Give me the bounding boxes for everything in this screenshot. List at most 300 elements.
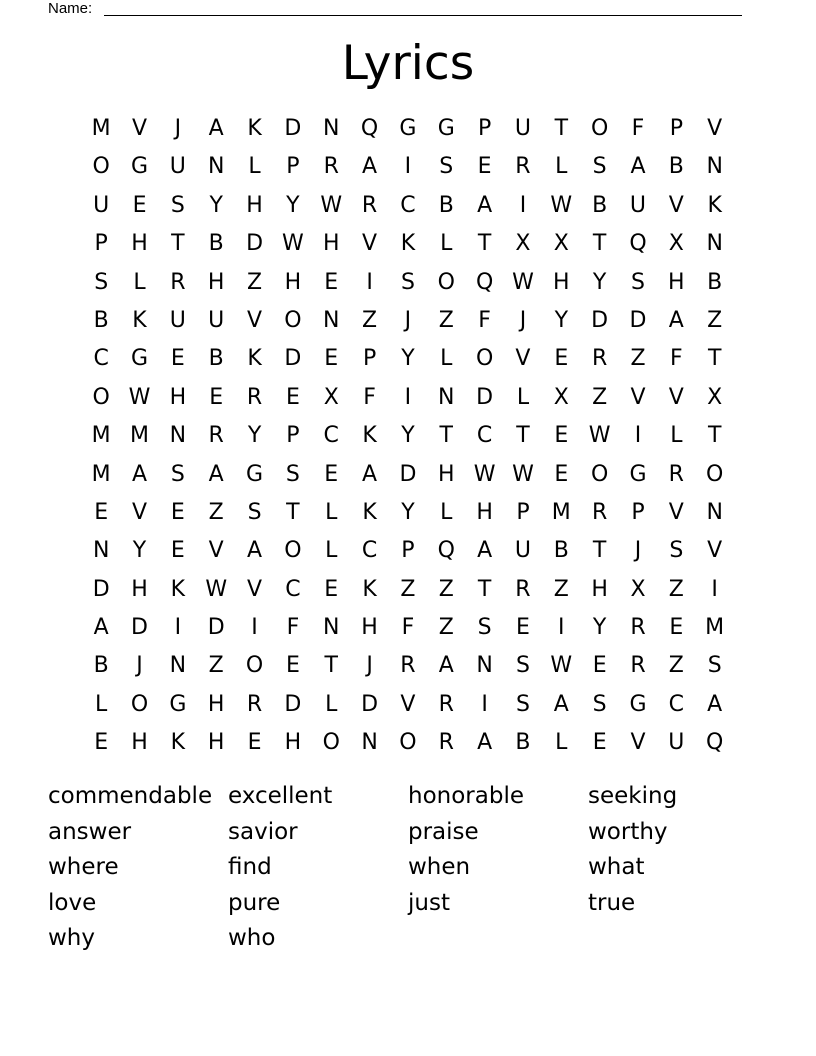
grid-letter: H [246, 192, 263, 218]
grid-letter: C [93, 346, 109, 372]
grid-letter: L [325, 691, 338, 717]
grid-letter: R [668, 461, 684, 487]
grid-letter: O [475, 346, 494, 372]
grid-letter: H [591, 576, 608, 602]
grid-letter: Y [592, 269, 607, 295]
grid-letter: D [246, 231, 264, 257]
page-title: Lyrics [341, 36, 475, 91]
word-bank-item: honorable [408, 783, 524, 809]
grid-letter: R [591, 346, 608, 372]
grid-letter: E [477, 154, 492, 180]
grid-letter: S [94, 269, 109, 295]
grid-letter: P [286, 154, 300, 180]
grid-letter: Y [592, 615, 607, 641]
grid-letter: N [706, 499, 723, 525]
grid-letter: U [93, 192, 110, 218]
grid-letter: T [516, 423, 530, 449]
grid-row [82, 456, 734, 494]
grid-letter: O [437, 269, 455, 295]
grid-letter: H [207, 730, 225, 756]
grid-letter: E [592, 730, 607, 756]
grid-letter: H [131, 730, 148, 756]
word-bank-item: savior [228, 818, 298, 845]
grid-letter: O [284, 538, 302, 564]
grid-letter: P [362, 346, 377, 372]
word-bank-item: when [408, 854, 471, 881]
grid-letter: V [131, 116, 148, 141]
grid-letter: L [95, 691, 108, 717]
grid-letter: Z [630, 346, 646, 372]
grid-letter: J [174, 116, 182, 141]
grid-letter: E [132, 192, 147, 218]
grid-letter: A [208, 461, 224, 487]
grid-letter: E [554, 346, 569, 372]
grid-letter: X [323, 384, 339, 410]
grid-letter: T [592, 538, 607, 564]
grid-letter: A [668, 307, 684, 333]
grid-letter: A [630, 154, 646, 180]
grid-letter: U [514, 116, 531, 141]
word-bank-item: love [48, 889, 97, 916]
grid-letter: G [130, 346, 149, 372]
grid-letter: G [629, 691, 647, 717]
grid-letter: V [362, 231, 378, 257]
grid-letter: B [707, 269, 723, 295]
grid-letter: K [362, 576, 377, 602]
grid-letter: V [707, 116, 723, 141]
word-bank-item: just [408, 889, 450, 916]
grid-letter: D [399, 461, 417, 487]
grid-letter: I [558, 615, 565, 641]
grid-letter: K [400, 231, 416, 257]
grid-row [82, 110, 734, 148]
grid-letter: Q [629, 231, 647, 257]
grid-letter: R [630, 653, 646, 679]
grid-letter: Z [362, 307, 378, 333]
grid-letter: V [668, 384, 684, 410]
grid-letter: U [208, 307, 225, 333]
grid-letter: H [361, 615, 378, 641]
grid-letter: O [590, 116, 609, 141]
grid-letter: I [404, 154, 412, 180]
grid-letter: R [591, 499, 608, 525]
grid-letter: C [361, 538, 378, 564]
grid-letter: A [131, 461, 148, 487]
grid-letter: V [208, 538, 224, 564]
grid-letter: Z [438, 576, 454, 602]
grid-letter: Z [438, 615, 454, 641]
grid-letter: W [473, 461, 496, 487]
grid-letter: L [325, 499, 338, 525]
grid-letter: S [669, 538, 684, 564]
grid-letter: V [668, 192, 684, 218]
grid-letter: J [519, 307, 527, 333]
grid-letter: K [170, 730, 186, 756]
grid-letter: H [131, 576, 148, 602]
grid-letter: L [248, 154, 261, 180]
grid-letter: T [439, 423, 453, 449]
grid-letter: J [366, 653, 373, 679]
grid-letter: G [169, 691, 187, 717]
grid-row [82, 494, 734, 532]
grid-letter: X [553, 231, 569, 257]
grid-letter: W [588, 423, 611, 449]
grid-letter: O [92, 154, 110, 180]
grid-letter: A [247, 538, 263, 564]
grid-letter: L [440, 346, 453, 372]
grid-letter: W [282, 231, 304, 257]
grid-letter: A [553, 691, 569, 717]
grid-letter: A [477, 192, 493, 218]
grid-letter: A [362, 154, 378, 180]
word-bank [48, 779, 768, 957]
grid-letter: W [512, 461, 534, 487]
grid-letter: A [93, 615, 109, 641]
grid-letter: N [92, 538, 110, 564]
grid-letter: J [634, 538, 642, 564]
name-label: Name: [48, 0, 93, 17]
grid-letter: B [208, 231, 224, 257]
grid-letter: K [362, 499, 377, 525]
grid-letter: X [630, 576, 646, 602]
grid-letter: D [591, 307, 609, 333]
grid-letter: T [707, 346, 722, 372]
grid-letter: Q [360, 116, 379, 141]
grid-letter: W [128, 384, 151, 410]
grid-letter: H [437, 461, 455, 487]
grid-letter: O [706, 461, 724, 487]
grid-letter: N [323, 307, 340, 333]
grid-letter: H [207, 691, 225, 717]
grid-letter: N [706, 154, 723, 180]
grid-letter: D [131, 615, 148, 641]
word-bank-item: find [228, 854, 272, 881]
grid-letter: E [247, 730, 262, 756]
grid-letter: H [322, 231, 340, 257]
name-field [48, 0, 742, 18]
grid-letter: L [555, 730, 568, 756]
grid-letter: Y [401, 423, 415, 449]
grid-letter: Y [401, 346, 415, 372]
grid-letter: A [477, 538, 493, 564]
grid-letter: I [251, 615, 258, 641]
grid-letter: Z [592, 384, 608, 410]
grid-letter: H [476, 499, 493, 525]
grid-letter: D [629, 307, 647, 333]
grid-letter: E [324, 461, 339, 487]
grid-letter: E [94, 730, 109, 756]
grid-letter: R [438, 730, 454, 756]
grid-letter: V [630, 384, 646, 410]
grid-letter: S [247, 499, 262, 525]
grid-letter: H [668, 269, 685, 295]
grid-letter: N [706, 231, 723, 257]
grid-letter: V [668, 499, 684, 525]
grid-letter: B [592, 192, 608, 218]
grid-letter: Q [706, 730, 724, 756]
grid-letter: R [515, 576, 531, 602]
grid-letter: P [94, 231, 108, 257]
grid-letter: T [286, 499, 300, 525]
word-bank-item: where [48, 854, 119, 881]
grid-letter: Z [400, 576, 416, 602]
grid-letter: E [94, 499, 109, 525]
grid-letter: S [707, 653, 722, 679]
word-bank-item: why [48, 925, 95, 952]
grid-letter: N [438, 384, 455, 410]
grid-letter: D [284, 346, 302, 372]
grid-letter: O [92, 384, 110, 410]
grid-letter: Y [132, 538, 147, 564]
grid-letter: A [707, 691, 723, 717]
grid-letter: V [515, 346, 531, 372]
grid-letter: S [592, 691, 607, 717]
grid-letter: K [362, 423, 377, 449]
grid-letter: Z [668, 576, 684, 602]
grid-letter: H [553, 269, 570, 295]
grid-letter: H [207, 269, 225, 295]
grid-row [82, 532, 734, 570]
grid-letter: W [512, 269, 534, 295]
grid-row [82, 187, 734, 225]
grid-letter: R [400, 653, 416, 679]
grid-letter: N [169, 423, 187, 449]
grid-letter: G [629, 461, 647, 487]
grid-letter: C [400, 192, 416, 218]
grid-letter: V [247, 576, 263, 602]
grid-letter: E [285, 653, 300, 679]
grid-letter: S [631, 269, 645, 295]
grid-letter: O [322, 730, 340, 756]
grid-letter: P [516, 499, 530, 525]
grid-letter: F [670, 346, 683, 372]
grid-row [82, 647, 734, 685]
grid-letter: U [629, 192, 647, 218]
grid-letter: J [404, 307, 412, 333]
grid-letter: Z [247, 269, 263, 295]
grid-letter: Q [475, 269, 494, 295]
grid-letter: K [170, 576, 186, 602]
grid-letter: S [592, 154, 607, 180]
grid-letter: O [245, 653, 264, 679]
grid-letter: W [205, 576, 228, 602]
grid-letter: W [550, 192, 573, 218]
grid-letter: V [707, 538, 723, 564]
grid-letter: F [631, 116, 645, 141]
grid-letter: G [399, 116, 417, 141]
grid-letter: M [91, 461, 111, 487]
grid-letter: S [170, 461, 185, 487]
grid-letter: Y [247, 423, 262, 449]
grid-letter: B [668, 154, 684, 180]
word-bank-item: commendable [48, 783, 213, 809]
grid-letter: U [169, 307, 186, 333]
grid-letter: K [247, 346, 262, 372]
grid-letter: T [171, 231, 185, 257]
grid-letter: F [286, 615, 300, 641]
grid-letter: E [209, 384, 224, 410]
grid-letter: C [285, 576, 301, 602]
grid-row [82, 225, 734, 263]
grid-letter: I [174, 615, 182, 641]
grid-letter: H [131, 231, 148, 257]
grid-letter: Q [437, 538, 455, 564]
grid-letter: W [550, 653, 573, 679]
grid-letter: E [554, 423, 569, 449]
word-bank-item: praise [408, 818, 479, 845]
grid-letter: N [361, 730, 378, 756]
grid-letter: Z [208, 499, 224, 525]
grid-letter: R [630, 615, 646, 641]
word-bank-item: true [588, 889, 636, 916]
grid-row [82, 571, 734, 609]
grid-letter: T [707, 423, 722, 449]
grid-letter: E [669, 615, 684, 641]
grid-letter: S [477, 615, 492, 641]
grid-letter: U [514, 538, 531, 564]
grid-letter: Y [286, 192, 300, 218]
grid-letter: M [91, 423, 111, 449]
grid-letter: A [438, 653, 454, 679]
word-bank-item: worthy [588, 818, 668, 845]
grid-letter: I [404, 384, 412, 410]
grid-letter: E [170, 538, 185, 564]
grid-letter: E [324, 346, 339, 372]
grid-letter: E [592, 653, 607, 679]
grid-letter: X [515, 231, 531, 257]
grid-row [82, 686, 734, 724]
grid-letter: S [285, 461, 300, 487]
grid-letter: O [130, 691, 149, 717]
grid-letter: S [400, 269, 415, 295]
grid-letter: R [515, 154, 531, 180]
grid-row [82, 724, 734, 762]
grid-letter: K [247, 116, 262, 141]
grid-letter: B [553, 538, 569, 564]
grid-letter: Y [209, 192, 223, 218]
grid-letter: N [207, 154, 225, 180]
grid-letter: Z [208, 653, 224, 679]
grid-row [82, 379, 734, 417]
grid-letter: P [631, 499, 645, 525]
grid-letter: M [130, 423, 149, 449]
grid-letter: L [440, 231, 453, 257]
grid-letter: N [169, 653, 187, 679]
grid-letter: I [519, 192, 527, 218]
grid-letter: B [93, 653, 109, 679]
grid-letter: R [323, 154, 339, 180]
grid-letter: I [634, 423, 642, 449]
grid-letter: R [208, 423, 224, 449]
grid-letter: D [476, 384, 494, 410]
grid-letter: P [401, 538, 415, 564]
grid-letter: Z [707, 307, 723, 333]
grid-letter: U [668, 730, 685, 756]
grid-row [82, 609, 734, 647]
grid-letter: U [169, 154, 186, 180]
grid-letter: H [284, 269, 302, 295]
grid-letter: E [554, 461, 569, 487]
grid-letter: X [668, 231, 684, 257]
grid-letter: B [515, 730, 531, 756]
grid-letter: P [669, 116, 683, 141]
word-bank-item: pure [228, 889, 281, 916]
grid-letter: G [246, 461, 264, 487]
grid-letter: R [170, 269, 186, 295]
grid-letter: B [208, 346, 224, 372]
grid-letter: R [246, 384, 263, 410]
grid-letter: X [707, 384, 723, 410]
grid-letter: M [551, 499, 571, 525]
word-bank-item: what [588, 854, 645, 881]
grid-letter: A [208, 116, 224, 141]
grid-letter: L [516, 384, 530, 410]
grid-letter: A [477, 730, 493, 756]
grid-letter: N [476, 653, 493, 679]
grid-letter: Z [438, 307, 454, 333]
grid-letter: N [323, 615, 340, 641]
word-bank-item: answer [48, 818, 132, 845]
grid-letter: S [170, 192, 185, 218]
grid-letter: F [401, 615, 415, 641]
grid-letter: S [439, 154, 454, 180]
grid-letter: Y [401, 499, 415, 525]
grid-letter: P [286, 423, 300, 449]
grid-letter: Y [554, 307, 569, 333]
grid-letter: E [285, 384, 300, 410]
grid-letter: O [399, 730, 417, 756]
grid-letter: A [362, 461, 378, 487]
grid-letter: L [325, 538, 338, 564]
grid-letter: V [247, 307, 263, 333]
grid-letter: O [590, 461, 609, 487]
grid-letter: E [170, 499, 185, 525]
grid-letter: D [284, 116, 302, 141]
grid-row [82, 340, 734, 378]
grid-letter: T [477, 231, 492, 257]
grid-letter: R [438, 691, 454, 717]
grid-letter: T [592, 231, 607, 257]
grid-letter: D [92, 576, 110, 602]
grid-letter: H [284, 730, 302, 756]
grid-letter: D [361, 691, 379, 717]
grid-letter: E [170, 346, 185, 372]
grid-letter: I [366, 269, 373, 295]
grid-row [82, 302, 734, 340]
word-bank-item: who [228, 925, 276, 952]
grid-letter: W [320, 192, 343, 218]
grid-letter: E [324, 269, 339, 295]
grid-letter: E [324, 576, 339, 602]
name-underline [104, 15, 742, 16]
grid-letter: C [323, 423, 339, 449]
grid-letter: L [555, 154, 568, 180]
grid-row [82, 417, 734, 455]
grid-letter: S [515, 691, 530, 717]
grid-letter: H [169, 384, 187, 410]
grid-letter: K [707, 192, 722, 218]
grid-letter: N [323, 116, 340, 141]
grid-letter: V [400, 691, 416, 717]
grid-letter: L [133, 269, 146, 295]
grid-letter: J [136, 653, 143, 679]
grid-letter: B [93, 307, 109, 333]
word-search-grid [82, 110, 734, 763]
grid-letter: V [131, 499, 148, 525]
grid-letter: I [711, 576, 718, 602]
grid-letter: R [361, 192, 378, 218]
grid-letter: G [130, 154, 149, 180]
